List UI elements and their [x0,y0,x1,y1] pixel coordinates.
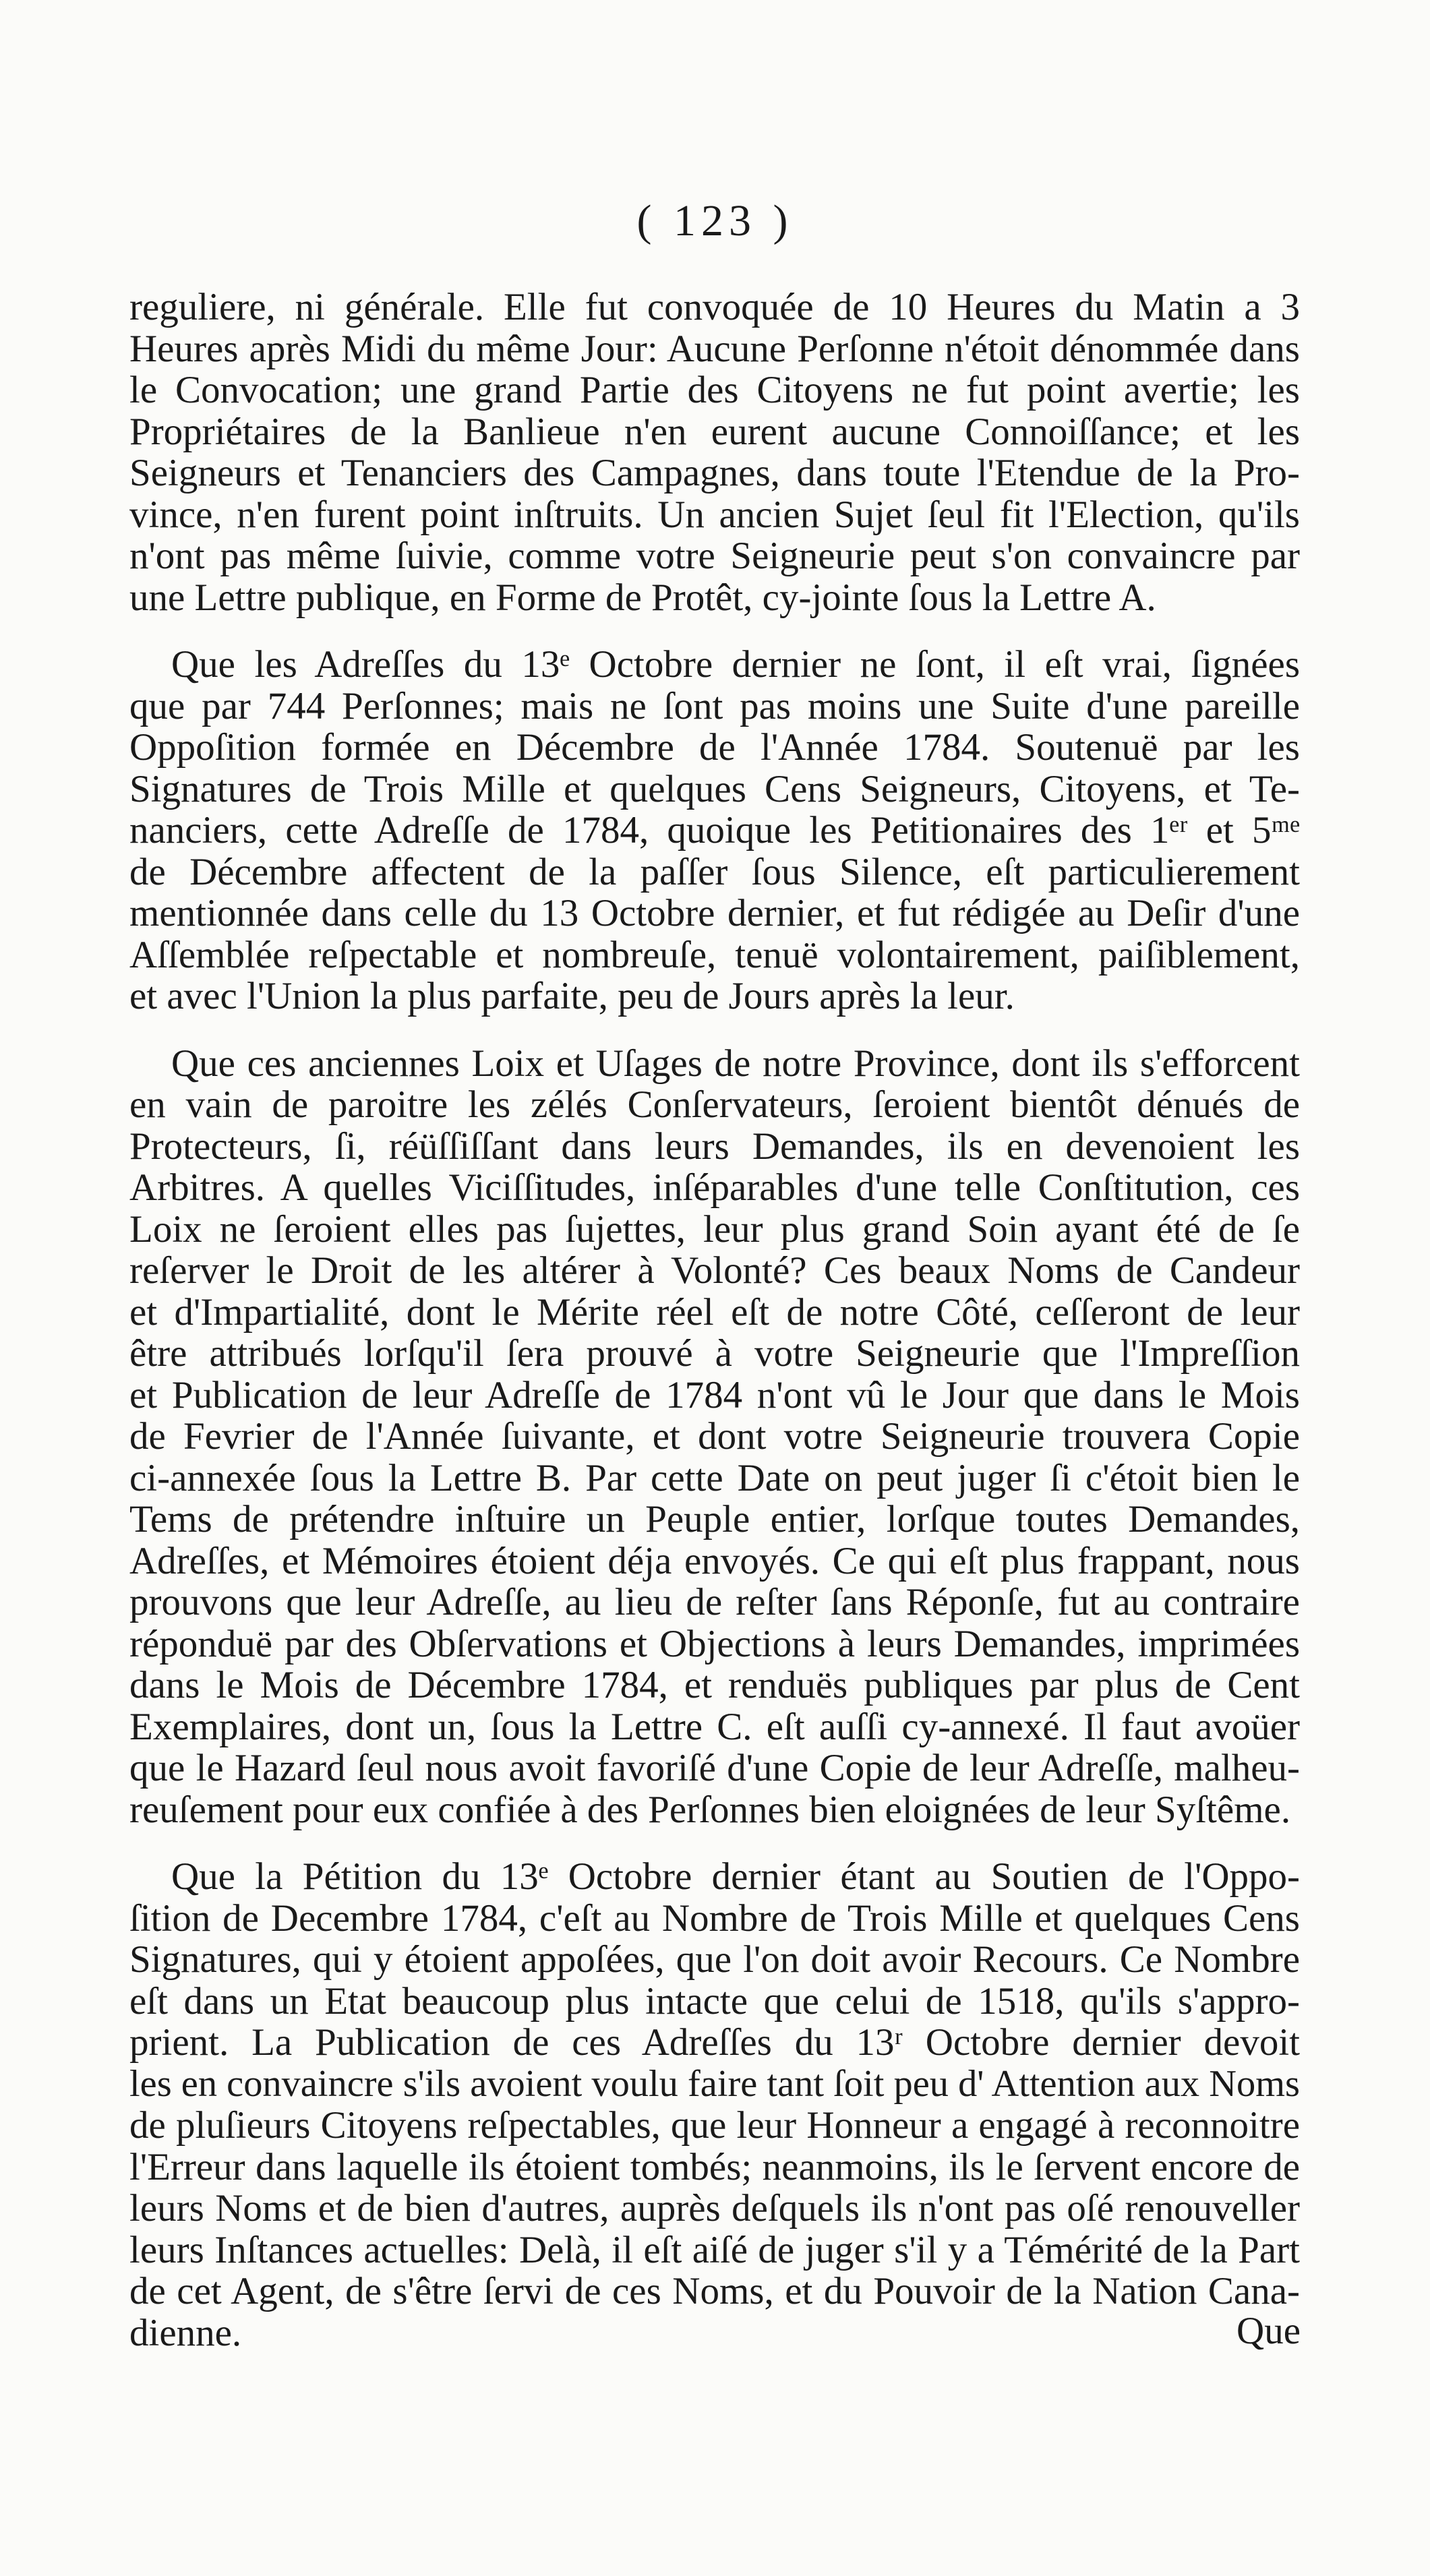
catchword: Que [1237,2310,1301,2352]
text-line: Que la Pétition du 13ᵉ Octobre dernier étant au Soutien de l'Oppo- [171,1855,1300,1898]
text-line: prouvons que leur Adreſſe, au lieu de reſter ſans Réponſe, fut au contraire [129,1581,1300,1623]
text-line: Oppoſition formée en Décembre de l'Année 1784. Soutenuë par les [129,726,1300,769]
text-line: leurs Inſtances actuelles: Delà, il eſt aiſé de juger s'il y a Témérité de la Part [129,2228,1300,2271]
text-line: vince, n'en furent point inſtruits. Un ancien Sujet ſeul fit l'Election, qu'ils [129,493,1300,536]
text-line: ci-annexée ſous la Lettre B. Par cette Date on peut juger ſi c'étoit bien le [129,1456,1300,1499]
text-line: Tems de prétendre inſtuire un Peuple entier, lorſque toutes Demandes, [129,1498,1300,1540]
body-text [129,287,1300,2354]
text-line: eſt dans un Etat beaucoup plus intacte que celui de 1518, qu'ils s'appro- [129,1979,1300,2023]
text-line: de pluſieurs Citoyens reſpectables, que leur Honneur a engagé à reconnoitre [129,2104,1300,2147]
text-line: de Décembre affectent de la paſſer ſous Silence, eſt particulierement [129,850,1300,893]
text-line: Que ces anciennes Loix et Uſages de notre Province, dont ils s'efforcent [171,1042,1300,1085]
text-line: les en convaincre s'ils avoient voulu faire tant ſoit peu d' Attention aux Noms [129,2062,1300,2105]
paragraph-4 [129,1856,1300,2354]
paragraph-2 [129,644,1300,1017]
paragraph-3 [129,1043,1300,1831]
text-line: Loix ne ſeroient elles pas ſujettes, leur plus grand Soin ayant été de ſe [129,1207,1300,1251]
text-line: Protecteurs, ſi, réüſſiſſant dans leurs Demandes, ils en devenoient les [129,1125,1300,1168]
text-line: Adreſſes, et Mémoires étoient déja envoyés. Ce qui eſt plus frappant, nous [129,1539,1300,1582]
text-line: que le Hazard ſeul nous avoit favoriſé d'une Copie de leur Adreſſe, malheu- [129,1747,1300,1789]
text-line: Signatures de Trois Mille et quelques Cens Seigneurs, Citoyens, et Te- [129,767,1300,810]
text-line: Propriétaires de la Banlieue n'en eurent aucune Connoiſſance; et les [129,410,1300,453]
text-line: dans le Mois de Décembre 1784, et renduës publiques par plus de Cent [129,1664,1300,1706]
text-line: prient. La Publication de ces Adreſſes du 13ʳ Octobre dernier devoit [129,2021,1300,2064]
text-line: reguliere, ni générale. Elle fut convoquée de 10 Heures du Matin a 3 [129,286,1300,328]
text-line: n'ont pas même ſuivie, comme votre Seigneurie peut s'on convaincre par [129,535,1300,577]
text-line: dienne. [129,2311,242,2354]
text-line: Que les Adreſſes du 13ᵉ Octobre dernier ne ſont, il eſt vrai, ſignées [171,643,1300,686]
text-line: ſition de Decembre 1784, c'eſt au Nombre de Trois Mille et quelques Cens [129,1896,1300,1940]
text-line: Signatures, qui y étoient appoſées, que l'on doit avoir Recours. Ce Nombre [129,1938,1300,1981]
text-line: réponduë par des Obſervations et Objections à leurs Demandes, imprimées [129,1622,1300,1665]
paragraph-1 [129,287,1300,618]
text-line: une Lettre publique, en Forme de Protêt, cy-jointe ſous la Lettre A. [129,576,1156,619]
text-line: reuſement pour eux confiée à des Perſonnes bien eloignées de leur Syſtême. [129,1788,1291,1831]
text-line: et avec l'Union la plus parfaite, peu de Jours après la leur. [129,975,1015,1017]
text-line: et Publication de leur Adreſſe de 1784 n'ont vû le Jour que dans le Mois [129,1373,1300,1416]
text-line: en vain de paroitre les zélés Conſervateurs, ſeroient bientôt dénués de [129,1083,1300,1126]
text-line: reſerver le Droit de les altérer à Volonté? Ces beaux Noms de Candeur [129,1249,1300,1292]
page-number: ( 123 ) [636,196,794,245]
text-line: de cet Agent, de s'être ſervi de ces Noms, et du Pouvoir de la Nation Cana- [129,2270,1300,2312]
text-line: et d'Impartialité, dont le Mérite réel eſt de notre Côté, ceſſeront de leur [129,1290,1300,1334]
text-line: leurs Noms et de bien d'autres, auprès deſquels ils n'ont pas oſé renouveller [129,2187,1300,2229]
text-line: Exemplaires, dont un, ſous la Lettre C. eſt auſſi cy-annexé. Il faut avoüer [129,1705,1300,1748]
text-line: Seigneurs et Tenanciers des Campagnes, dans toute l'Etendue de la Pro- [129,452,1300,494]
text-line: nanciers, cette Adreſſe de 1784, quoique les Petitionaires des 1ᵉʳ et 5ᵐᵉ [129,809,1300,851]
text-line: l'Erreur dans laquelle ils étoient tombés; neanmoins, ils le ſervent encore de [129,2145,1300,2188]
text-line: Heures après Midi du même Jour: Aucune Perſonne n'étoit dénommée dans [129,327,1300,370]
text-line: mentionnée dans celle du 13 Octobre dernier, et fut rédigée au Deſir d'une [129,892,1300,934]
text-line: être attribués lorſqu'il ſera prouvé à votre Seigneurie que l'Impreſſion [129,1332,1300,1375]
text-line: Aſſemblée reſpectable et nombreuſe, tenuë volontairement, paiſiblement, [129,933,1300,976]
text-line: que par 744 Perſonnes; mais ne ſont pas moins une Suite d'une pareille [129,684,1300,727]
text-line: Arbitres. A quelles Viciſſitudes, inſéparables d'une telle Conſtitution, ces [129,1166,1300,1209]
text-line: le Convocation; une grand Partie des Citoyens ne fut point avertie; les [129,369,1300,411]
text-line: de Fevrier de l'Année ſuivante, et dont votre Seigneurie trouvera Copie [129,1415,1300,1458]
